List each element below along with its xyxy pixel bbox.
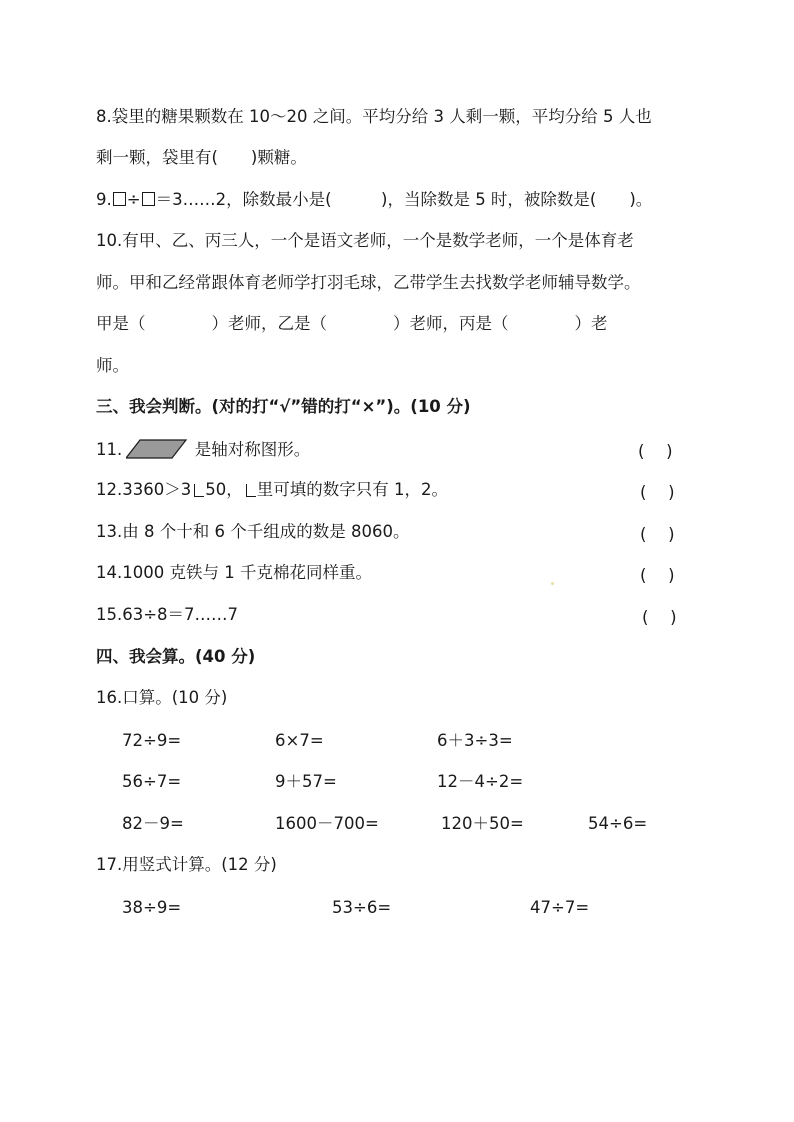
q16-item: 6＋3÷3=: [437, 731, 513, 750]
q13-answer-paren[interactable]: ( ): [640, 525, 675, 544]
q11-prefix: 11.: [96, 440, 123, 459]
q12-middle: 50，: [205, 480, 243, 499]
q10-line4: 师。: [96, 356, 129, 375]
q12-prefix: 12.3360＞3: [96, 480, 192, 499]
q15-answer-paren[interactable]: ( ): [642, 608, 677, 627]
q17-item: 53÷6=: [332, 898, 392, 917]
q10-line1: 10.有甲、乙、丙三人，一个是语文老师，一个是数学老师，一个是体育老: [96, 231, 634, 250]
q16-item: 54÷6=: [588, 814, 648, 833]
q16-item: 120＋50=: [441, 814, 524, 833]
q12-text: 里可填的数字只有 1，2。: [256, 480, 448, 499]
q8-line2: 剩一颗，袋里有( )颗糖。: [96, 148, 307, 167]
q17-title: 17.用竖式计算。(12 分): [96, 855, 277, 874]
q17-item: 38÷9=: [122, 898, 182, 917]
section4-title: 四、我会算。(40 分): [96, 647, 256, 666]
q17-item: 47÷7=: [530, 898, 590, 917]
q15-line: 15.63÷8＝7……7: [96, 605, 239, 624]
q10-line3: 甲是（ ）老师，乙是（ ）老师，丙是（ ）老: [96, 314, 608, 333]
q10-line2: 师。甲和乙经常跟体育老师学打羽毛球，乙带学生去找数学老师辅导数学。: [96, 273, 641, 292]
q9-line: [96, 189, 652, 211]
parallelogram-icon: [126, 438, 188, 460]
q13-line: 13.由 8 个十和 6 个千组成的数是 8060。: [96, 522, 410, 541]
q16-item: 56÷7=: [122, 772, 182, 791]
scan-speck: [551, 582, 554, 585]
q16-item: 82－9=: [122, 814, 184, 833]
q16-item: 1600－700=: [275, 814, 379, 833]
q16-item: 9＋57=: [275, 772, 337, 791]
q14-answer-paren[interactable]: ( ): [640, 566, 675, 585]
q12-line: [96, 479, 448, 501]
q11-answer-paren[interactable]: ( ): [638, 442, 673, 461]
blank-digit-icon: [246, 484, 256, 497]
q16-title: 16.口算。(10 分): [96, 688, 228, 707]
q9-div-sign: ÷: [126, 190, 141, 209]
q9-prefix: 9.: [96, 190, 112, 209]
blank-digit-icon: [194, 484, 204, 497]
q14-line: 14.1000 克铁与 1 千克棉花同样重。: [96, 563, 372, 582]
q12-answer-paren[interactable]: ( ): [640, 483, 675, 502]
divisor-box-icon: [142, 192, 155, 206]
dividend-box-icon: [113, 192, 126, 206]
q16-item: 72÷9=: [122, 731, 182, 750]
q11-text: 是轴对称图形。: [194, 440, 311, 459]
q11-line: [96, 438, 310, 461]
q16-item: 6×7=: [275, 731, 324, 750]
q8-line1: 8.袋里的糖果颗数在 10～20 之间。平均分给 3 人剩一颗，平均分给 5 人也: [96, 107, 652, 126]
q16-item: 12－4÷2=: [437, 772, 524, 791]
q9-suffix: ＝3……2，除数最小是( )，当除数是 5 时，被除数是( )。: [155, 190, 653, 209]
section3-title: 三、我会判断。(对的打“√”错的打“×”)。(10 分): [96, 397, 471, 416]
